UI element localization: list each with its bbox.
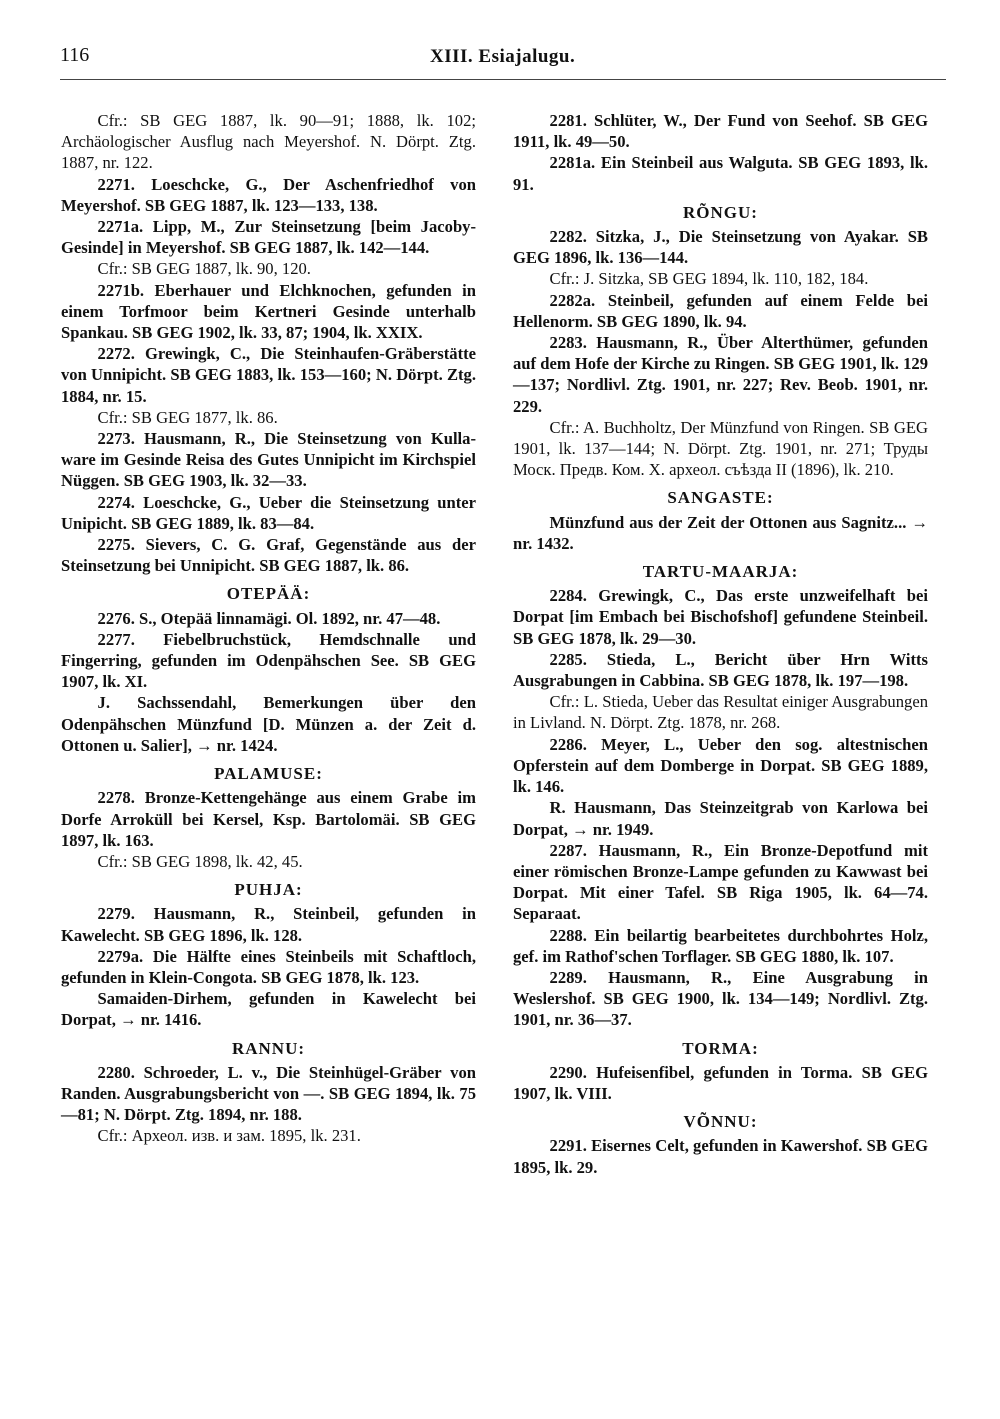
bibliography-entry: 2286. Meyer, L., Ueber den sog. altestnischen Opferstein auf dem Domberge in Dorpat. SB GEG 1889, lk. 146. bbox=[513, 734, 928, 797]
bibliography-entry: 2285. Stieda, L., Bericht über Hrn Witts Ausgrabungen in Cabbina. SB GEG 1878, lk. 197—198. bbox=[513, 649, 928, 691]
bibliography-entry: Münzfund aus der Zeit der Ottonen aus Sagnitz... → nr. 1432. bbox=[513, 512, 928, 553]
bibliography-entry: Samaiden-Dirhem, gefunden in Kawelecht bei Dorpat, → nr. 1416. bbox=[61, 989, 476, 1030]
bibliography-entry: J. Sachssendahl, Bemerkungen über den Odenpähschen Münzfund [D. Münzen a. der Zeit d. Ottonen u. Salier], → nr. 1424. bbox=[61, 693, 476, 755]
section-heading: VÕNNU: bbox=[683, 1112, 758, 1132]
bibliography-entry: 2274. Loeschcke, G., Ueber die Steinsetzung unter Unipicht. SB GEG 1889, lk. 83—84. bbox=[61, 492, 476, 533]
bibliography-entry: 2281a. Ein Steinbeil aus Walguta. SB GEG 1893, lk. 91. bbox=[513, 153, 928, 194]
bibliography-entry: 2289. Hausmann, R., Eine Ausgrabung in Weslershof. SB GEG 1900, lk. 134—149; Nordlivl. Ztg. 1901, nr. 36—37. bbox=[513, 967, 928, 1030]
bibliography-entry: 2281. Schlüter, W., Der Fund von Seehof. SB GEG 1911, lk. 49—50. bbox=[513, 111, 928, 152]
bibliography-entry: 2282a. Steinbeil, gefunden auf einem Felde bei Hellenorm. SB GEG 1890, lk. 94. bbox=[513, 290, 928, 331]
section-heading: OTEPÄÄ: bbox=[226, 584, 311, 604]
bibliography-entry: 2271a. Lipp, M., Zur Steinsetzung [beim Jacoby-Gesinde] in Meyershof. SB GEG 1887, lk. 142—144. bbox=[61, 217, 476, 258]
bibliography-entry: 2288. Ein beilartig bearbeitetes durchbohrtes Holz, gef. im Rathof'schen Torflager. SB GEG 1880, lk. 107. bbox=[513, 925, 928, 966]
section-heading: SANGASTE: bbox=[667, 488, 774, 508]
bibliography-entry: 2279a. Die Hälfte eines Steinbeils mit Schaftloch, gefunden in Klein-Congota. SB GEG 1878, lk. 123. bbox=[61, 946, 476, 987]
section-heading: RANNU: bbox=[231, 1038, 306, 1058]
section-heading: PALAMUSE: bbox=[214, 764, 323, 784]
bibliography-entry: Cfr.: L. Stieda, Ueber das Resultat einiger Ausgrabungen in Livland. N. Dörpt. Ztg. 1878, nr. 268. bbox=[513, 692, 928, 733]
bibliography-entry: 2273. Hausmann, R., Die Steinsetzung von Kulla-ware im Gesinde Reisa des Gutes Unnipicht im Kirchspiel Nüggen. SB GEG 1903, lk. 32—33. bbox=[61, 429, 476, 491]
bibliography-entry: 2277. Fiebelbruchstück, Hemdschnalle und Fingerring, gefunden im Odenpähschen See. SB GEG 1907, lk. XI. bbox=[61, 629, 476, 692]
header-rule bbox=[60, 79, 946, 80]
bibliography-entry: 2279. Hausmann, R., Steinbeil, gefunden in Kawelecht. SB GEG 1896, lk. 128. bbox=[61, 904, 476, 945]
bibliography-entry: Cfr.: SB GEG 1887, lk. 90—91; 1888, lk. 102; Archäologischer Ausflug nach Meyershof. N. Dörpt. Ztg. 1887, nr. 122. bbox=[61, 111, 476, 173]
bibliography-entry: 2287. Hausmann, R., Ein Bronze-Depotfund mit einer römischen Bronze-Lampe gefunden zu Kawwast bei Dorpat. Mit einer Tafel. SB Riga 1905, lk. 64—74. Separaat. bbox=[513, 840, 928, 924]
bibliography-entry: Cfr.: A. Buchholtz, Der Münzfund von Ringen. SB GEG 1901, lk. 137—144; N. Dörpt. Ztg. 1901, nr. 271; Труды Моск. Предв. Ком. X. археол. съѣзда II (1896), lk. 210. bbox=[513, 417, 928, 480]
bibliography-entry: 2291. Eisernes Celt, gefunden in Kawershof. SB GEG 1895, lk. 29. bbox=[513, 1136, 928, 1177]
bibliography-entry: R. Hausmann, Das Steinzeitgrab von Karlowa bei Dorpat, → nr. 1949. bbox=[513, 798, 928, 839]
bibliography-entry: 2280. Schroeder, L. v., Die Steinhügel-Gräber von Randen. Ausgrabungsbericht von —. SB GEG 1894, lk. 75—81; N. Dörpt. Ztg. 1894, nr. 188. bbox=[61, 1062, 476, 1125]
bibliography-entry: 2276. S., Otepää linnamägi. Ol. 1892, nr. 47—48. bbox=[97, 608, 441, 628]
bibliography-entry: 2271b. Eberhauer und Elchknochen, gefunden in einem Torfmoor beim Kertneri Gesinde unterhalb Spankau. SB GEG 1902, lk. 33, 87; 1904, lk. XXIX. bbox=[61, 280, 476, 343]
section-heading: TORMA: bbox=[682, 1038, 759, 1058]
bibliography-entry: Cfr.: SB GEG 1887, lk. 90, 120. bbox=[97, 259, 311, 279]
bibliography-entry: Cfr.: Археол. изв. и зам. 1895, lk. 231. bbox=[97, 1126, 361, 1146]
left-column bbox=[61, 110, 476, 1147]
bibliography-entry: Cfr.: J. Sitzka, SB GEG 1894, lk. 110, 182, 184. bbox=[549, 269, 869, 289]
section-heading: TARTU-MAARJA: bbox=[642, 562, 799, 582]
page-number: 116 bbox=[60, 44, 90, 66]
bibliography-entry: 2283. Hausmann, R., Über Alterthümer, gefunden auf dem Hofe der Kirche zu Ringen. SB GEG 1901, lk. 129—137; Nordlivl. Ztg. 1901, nr. 227; Rev. Beob. 1901, nr. 229. bbox=[513, 333, 928, 416]
bibliography-entry: 2275. Sievers, C. G. Graf, Gegenstände aus der Steinsetzung bei Unnipicht. SB GEG 1887, lk. 86. bbox=[61, 535, 476, 576]
bibliography-entry: Cfr.: SB GEG 1877, lk. 86. bbox=[97, 407, 278, 427]
bibliography-entry: 2284. Grewingk, C., Das erste unzweifelhaft bei Dorpat [im Embach bei Bischofshof] gefundene Steinbeil. SB GEG 1878, lk. 29—30. bbox=[513, 586, 928, 648]
page-header bbox=[60, 44, 946, 80]
bibliography-entry: 2271. Loeschcke, G., Der Aschenfriedhof von Meyershof. SB GEG 1887, lk. 123—133, 138. bbox=[61, 174, 476, 215]
bibliography-entry: 2278. Bronze-Kettengehänge aus einem Grabe im Dorfe Arroküll bei Kersel, Ksp. Bartolomäi. SB GEG 1897, lk. 163. bbox=[61, 788, 476, 850]
section-heading: PUHJA: bbox=[234, 880, 303, 900]
bibliography-entry: 2272. Grewingk, C., Die Steinhaufen-Gräberstätte von Unnipicht. SB GEG 1883, lk. 153—160; N. Dörpt. Ztg. 1884, nr. 15. bbox=[61, 344, 476, 406]
section-heading: RÕNGU: bbox=[683, 202, 758, 222]
right-column bbox=[513, 110, 928, 1178]
bibliography-entry: Cfr.: SB GEG 1898, lk. 42, 45. bbox=[97, 851, 303, 871]
running-title: XIII. Esiajalugu. bbox=[430, 46, 576, 67]
bibliography-entry: 2282. Sitzka, J., Die Steinsetzung von Ayakar. SB GEG 1896, lk. 136—144. bbox=[513, 227, 928, 268]
bibliography-entry: 2290. Hufeisenfibel, gefunden in Torma. SB GEG 1907, lk. VIII. bbox=[513, 1062, 928, 1103]
